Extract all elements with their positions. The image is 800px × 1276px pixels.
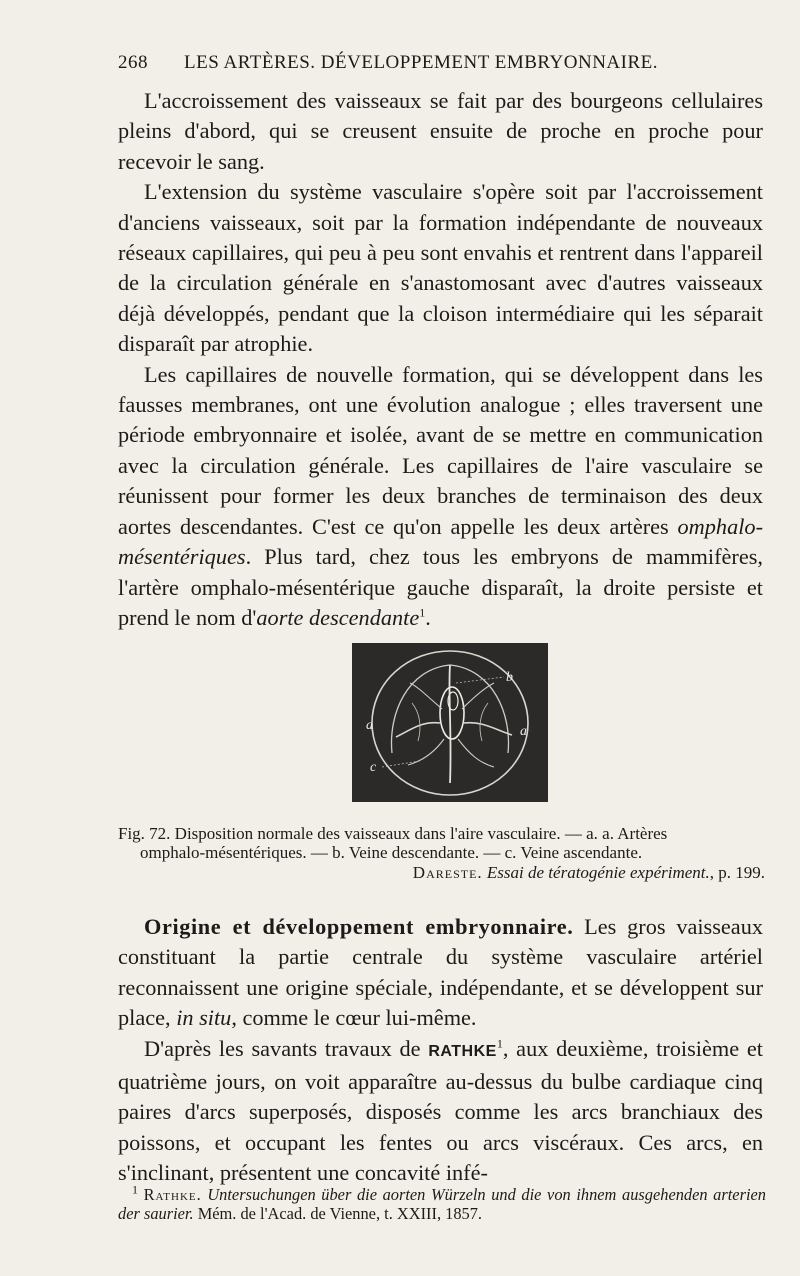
figure-source [380, 863, 765, 882]
body-text-upper [118, 86, 763, 633]
figure-label-a-left: a [366, 718, 373, 733]
paragraph-4-text: Les gros vaisseaux constituant la partie centrale du système vasculaire artériel reconnaissent une origine spéciale, indépendante, et se développent sur place, [118, 914, 763, 1031]
footnote-ref: 1 [419, 605, 426, 620]
running-title: LES ARTÈRES. DÉVELOPPEMENT EMBRYONNAIRE. [184, 52, 659, 73]
figure-caption [118, 824, 763, 862]
paragraph-4-end: , comme le cœur lui-même. [231, 1005, 477, 1031]
embryo-axis [449, 665, 450, 783]
term-aorte-descendante: aorte descendante [256, 604, 420, 630]
figure-label-b: b [506, 670, 513, 685]
footnote-ref-2: 1 [496, 1036, 503, 1051]
author-rathke: RATHKE [428, 1042, 497, 1060]
term-omphalo-mesenteriques: omphalo-mésentériques [118, 513, 763, 570]
paragraph-2: L'extension du système vasculaire s'opère soit par l'accroissement d'anciens vaisseaux, soit par la formation indépendante de nouveaux réseaux capillaires, qui peu à peu sont envahis et rentrent dans l'appareil de la circulation générale en s'anastomosant avec d'autres vaisseaux déjà développés, pendant que la cloison intermédiaire qui les séparait disparaît par atrophie. [118, 179, 763, 357]
footnote-marker: 1 [132, 1182, 138, 1197]
figure-label-c: c [370, 760, 377, 775]
paragraph-3 [118, 360, 763, 634]
section-heading: Origine et développement embryonnaire. [144, 914, 574, 939]
footnote-rest: Mém. de l'Acad. de Vienne, t. XXIII, 1857. [193, 1204, 483, 1223]
source-page: , p. 199. [709, 863, 765, 882]
figure-72-illustration [352, 643, 548, 802]
paragraph-5 [118, 1034, 763, 1189]
footnote [118, 1182, 766, 1223]
paragraph-4 [118, 912, 763, 1034]
paragraph-3-part-a: Les capillaires de nouvelle formation, qui se développent dans les fausses membranes, ont une évolution analogue ; elles traversent une période embryonnaire et isolée, avant de se mettre en communication avec la circulation générale. Les capillaires de l'aire vasculaire se réunissent pour former les deux branches de terminaison des deux aortes descendantes. C'est ce qu'on appelle les deux artères [118, 361, 763, 539]
term-in-situ: in situ [176, 1005, 232, 1031]
paragraph-5-part-a: D'après les savants travaux de [144, 1035, 429, 1061]
figure-label-a-right: a [520, 724, 527, 739]
paragraph-3-part-b: . Plus tard, chez tous les embryons de mammifères, l'artère omphalo-mésentérique gauche disparaît, la droite persiste et prend le nom d' [118, 544, 763, 630]
source-title: Essai de tératogénie expériment. [486, 863, 710, 882]
paragraph-3-end: . [425, 604, 431, 630]
footnote-author: Rathke. [143, 1185, 202, 1204]
page-number: 268 [118, 52, 148, 73]
caption-line-1: Fig. 72. Disposition normale des vaisseaux dans l'aire vasculaire. — a. a. Artères [118, 824, 668, 843]
body-text-lower [118, 912, 763, 1189]
source-author: Dareste. [412, 863, 483, 882]
footnote-title: Untersuchungen über die aorten Würzeln und die von ihnem ausgehenden arterien der saurier. [118, 1185, 766, 1223]
paragraph-1: L'accroissement des vaisseaux se fait par des bourgeons cellulaires pleins d'abord, qui se creusent ensuite de proche en proche pour recevoir le sang. [118, 88, 763, 174]
caption-line-2: omphalo-mésentériques. — b. Veine descendante. — c. Veine ascendante. [140, 843, 643, 862]
paragraph-5-part-b: , aux deuxième, troisième et quatrième jours, on voit apparaître au-dessus du bulbe cardiaque cinq paires d'arcs superposés, disposés comme les arcs branchiaux des poissons, et occupant les fentes ou arcs viscéraux. Ces arcs, en s'inclinant, présentent une concavité infé- [118, 1035, 764, 1186]
vascular-area-drawing [352, 643, 548, 802]
